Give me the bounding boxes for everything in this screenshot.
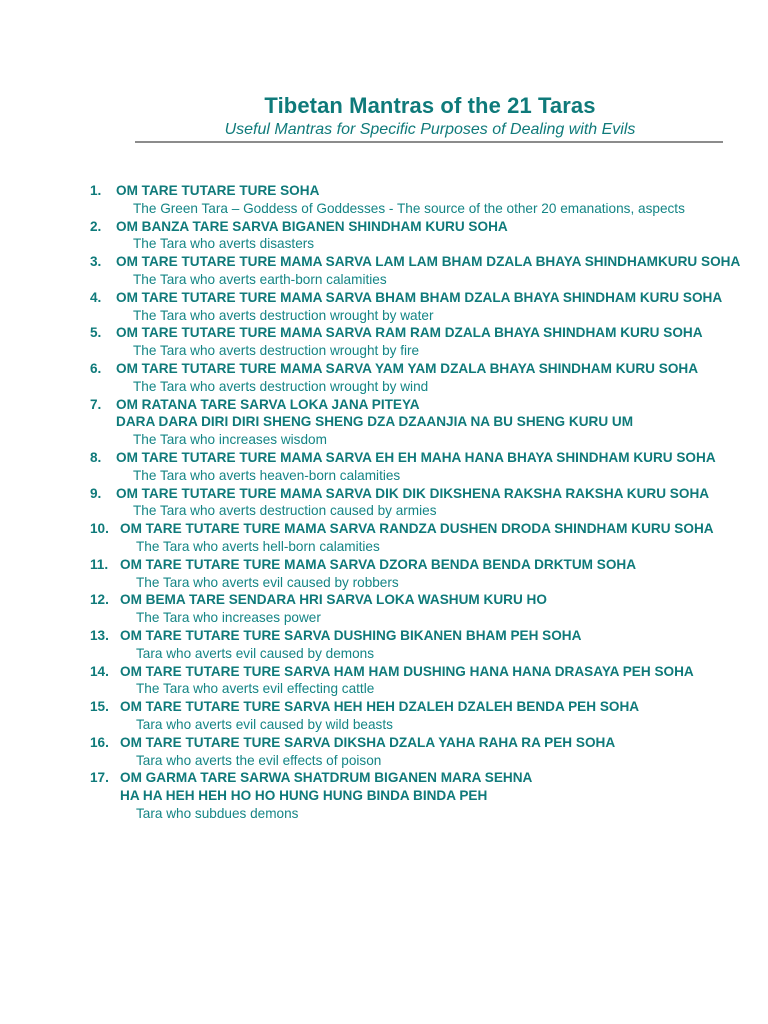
list-item — [90, 698, 768, 734]
mantra-description: The Tara who averts heaven-born calamities — [133, 467, 401, 483]
list-item — [90, 360, 768, 396]
mantra-text: OM GARMA TARE SARWA SHATDRUM BIGANEN MARA SEHNA — [120, 770, 533, 786]
item-number: 12. — [90, 592, 109, 608]
mantra-line — [90, 449, 768, 467]
mantra-line — [90, 182, 768, 200]
list-item — [90, 520, 768, 556]
mantra-description: Tara who averts evil caused by wild beasts — [136, 716, 393, 732]
page-subtitle: Useful Mantras for Specific Purposes of Dealing with Evils — [224, 121, 636, 138]
page-title: Tibetan Mantras of the 21 Taras — [264, 93, 596, 118]
mantra-text: OM TARE TUTARE TURE MAMA SARVA DIK DIK DIKSHENA RAKSHA RAKSHA KURU SOHA — [116, 485, 710, 501]
mantra-description: The Tara who averts destruction wrought by wind — [133, 378, 429, 394]
mantra-description: The Tara who averts evil effecting cattle — [136, 681, 375, 697]
mantra-description: The Tara who increases wisdom — [133, 432, 327, 448]
mantra-description: The Tara who averts earth-born calamities — [133, 271, 387, 287]
mantra-line — [90, 324, 768, 342]
mantra-description: Tara who subdues demons — [136, 805, 299, 821]
mantra-text: OM TARE TUTARE TURE MAMA SARVA YAM YAM DZALA BHAYA SHINDHAM KURU SOHA — [116, 360, 699, 376]
mantra-line — [90, 485, 768, 503]
list-item — [90, 734, 768, 770]
mantra-line — [90, 556, 768, 574]
mantra-line — [90, 663, 768, 681]
list-item — [90, 324, 768, 360]
mantra-line — [90, 627, 768, 645]
mantra-text: OM TARE TUTARE TURE MAMA SARVA LAM LAM BHAM DZALA BHAYA SHINDHAMKURU SOHA — [116, 254, 741, 270]
item-number: 17. — [90, 770, 109, 786]
item-number: 1. — [90, 183, 102, 198]
mantra-description: The Tara who averts destruction wrought by fire — [133, 343, 420, 359]
mantra-line — [90, 218, 768, 236]
mantra-text: OM TARE TUTARE TURE SARVA HEH HEH DZALEH DZALEH BENDA PEH SOHA — [120, 699, 640, 715]
mantra-line — [90, 734, 768, 752]
mantra-text: OM TARE TUTARE TURE SARVA HAM HAM DUSHING HANA HANA DRASAYA PEH SOHA — [120, 663, 694, 679]
item-number: 7. — [90, 396, 102, 412]
mantra-list — [90, 182, 768, 823]
mantra-text: OM BANZA TARE SARVA BIGANEN SHINDHAM KURU SOHA — [116, 218, 508, 234]
item-number: 16. — [90, 734, 109, 750]
item-number: 13. — [90, 627, 109, 643]
list-item — [90, 663, 768, 699]
item-number: 2. — [90, 218, 102, 234]
item-number: 14. — [90, 663, 109, 679]
mantra-text: OM RATANA TARE SARVA LOKA JANA PITEYA — [116, 396, 420, 412]
item-number: 15. — [90, 699, 109, 715]
mantra-text: OM TARE TUTARE TURE MAMA SARVA BHAM BHAM DZALA BHAYA SHINDHAM KURU SOHA — [116, 289, 723, 305]
item-number: 4. — [90, 289, 102, 305]
mantra-line — [90, 253, 768, 271]
mantra-description: The Green Tara – Goddess of Goddesses - The source of the other 20 emanations, aspects — [133, 200, 685, 216]
mantra-description: The Tara who averts hell-born calamities — [136, 538, 380, 554]
mantra-line — [90, 396, 768, 414]
mantra-description: The Tara who averts destruction caused by armies — [133, 503, 437, 519]
item-number: 11. — [90, 556, 109, 572]
list-item — [90, 556, 768, 592]
list-item — [90, 396, 768, 449]
mantra-text: OM BEMA TARE SENDARA HRI SARVA LOKA WASHUM KURU HO — [120, 592, 547, 608]
mantra-text: OM TARE TUTARE TURE MAMA SARVA EH EH MAHA HANA BHAYA SHINDHAM KURU SOHA — [116, 449, 716, 465]
list-item — [90, 182, 768, 218]
mantra-description: Tara who averts the evil effects of poison — [136, 752, 382, 768]
list-item — [90, 449, 768, 485]
list-item — [90, 769, 768, 822]
mantra-text: OM TARE TUTARE TURE MAMA SARVA RAM RAM DZALA BHAYA SHINDHAM KURU SOHA — [116, 325, 703, 341]
mantra-line — [90, 698, 768, 716]
mantra-continuation: HA HA HEH HEH HO HO HUNG HUNG BINDA BINDA PEH — [120, 788, 488, 804]
mantra-description: Tara who averts evil caused by demons — [136, 645, 375, 661]
title-divider — [135, 141, 723, 143]
mantra-line — [90, 520, 768, 538]
mantra-continuation: DARA DARA DIRI DIRI SHENG SHENG DZA DZAANJIA NA BU SHENG KURU UM — [116, 414, 634, 430]
list-item — [90, 218, 768, 254]
item-number: 6. — [90, 360, 102, 376]
mantra-description: The Tara who increases power — [136, 610, 321, 626]
mantra-description: The Tara who averts disasters — [133, 236, 315, 252]
mantra-text: OM TARE TUTARE TURE SOHA — [116, 183, 320, 198]
item-number: 3. — [90, 254, 102, 270]
list-item — [90, 253, 768, 289]
mantra-line — [90, 769, 768, 787]
mantra-line — [90, 591, 768, 609]
list-item — [90, 627, 768, 663]
list-item — [90, 591, 768, 627]
mantra-text: OM TARE TUTARE TURE SARVA DIKSHA DZALA YAHA RAHA RA PEH SOHA — [120, 734, 616, 750]
mantra-description: The Tara who averts destruction wrought by water — [133, 307, 434, 323]
mantra-text: OM TARE TUTARE TURE SARVA DUSHING BIKANEN BHAM PEH SOHA — [120, 627, 582, 643]
item-number: 10. — [90, 521, 109, 537]
mantra-line — [90, 289, 768, 307]
item-number: 9. — [90, 485, 102, 501]
list-item — [90, 289, 768, 325]
list-item — [90, 485, 768, 521]
mantra-line — [90, 360, 768, 378]
mantra-description: The Tara who averts evil caused by robbers — [136, 574, 399, 590]
item-number: 5. — [90, 325, 102, 341]
item-number: 8. — [90, 449, 102, 465]
mantra-text: OM TARE TUTARE TURE MAMA SARVA RANDZA DUSHEN DRODA SHINDHAM KURU SOHA — [120, 521, 714, 537]
mantra-text: OM TARE TUTARE TURE MAMA SARVA DZORA BENDA BENDA DRKTUM SOHA — [120, 556, 637, 572]
